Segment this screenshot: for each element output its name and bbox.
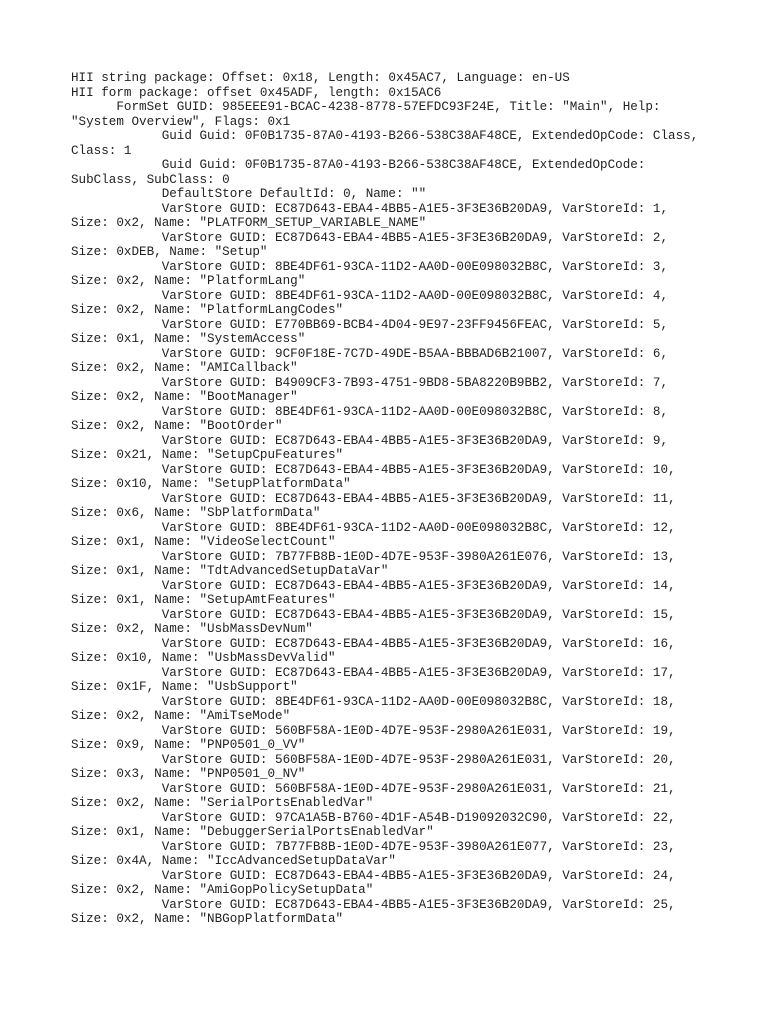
text-line: Size: 0x9, Name: "PNP0501_0_VV" <box>71 738 306 752</box>
text-line: VarStore GUID: EC87D643-EBA4-4BB5-A1E5-3F3E36B20DA9, VarStoreId: 9, <box>71 433 669 448</box>
text-line: Size: 0x2, Name: "AMICallback" <box>71 361 298 375</box>
text-line: VarStore GUID: 97CA1A5B-B760-4D1F-A54B-D19092032C90, VarStoreId: 22, <box>71 810 676 825</box>
text-line: Size: 0x1, Name: "VideoSelectCount" <box>71 535 336 549</box>
text-line: VarStore GUID: EC87D643-EBA4-4BB5-A1E5-3F3E36B20DA9, VarStoreId: 25, <box>71 897 676 912</box>
text-line: Size: 0x3, Name: "PNP0501_0_NV" <box>71 767 306 781</box>
text-line: SubClass, SubClass: 0 <box>71 172 230 187</box>
text-line: Size: 0x2, Name: "NBGopPlatformData" <box>71 912 344 926</box>
text-line: Size: 0x2, Name: "PlatformLangCodes" <box>71 303 344 317</box>
text-line: VarStore GUID: 8BE4DF61-93CA-11D2-AA0D-00E098032B8C, VarStoreId: 4, <box>71 288 669 303</box>
text-line: DefaultStore DefaultId: 0, Name: "" <box>71 187 427 201</box>
text-line: Size: 0x10, Name: "UsbMassDevValid" <box>71 651 336 665</box>
document-body <box>71 71 711 927</box>
text-line: Size: 0x2, Name: "BootOrder" <box>71 419 283 433</box>
text-line: Size: 0x6, Name: "SbPlatformData" <box>71 506 321 520</box>
text-line: VarStore GUID: EC87D643-EBA4-4BB5-A1E5-3F3E36B20DA9, VarStoreId: 17, <box>71 665 676 680</box>
text-line: "System Overview", Flags: 0x1 <box>71 114 291 129</box>
text-line: VarStore GUID: 560BF58A-1E0D-4D7E-953F-2980A261E031, VarStoreId: 19, <box>71 723 676 738</box>
text-line: Size: 0x10, Name: "SetupPlatformData" <box>71 477 351 491</box>
text-line: VarStore GUID: 560BF58A-1E0D-4D7E-953F-2980A261E031, VarStoreId: 20, <box>71 752 676 767</box>
text-line: Size: 0xDEB, Name: "Setup" <box>71 245 268 259</box>
text-line: HII form package: offset 0x45ADF, length: 0x15AC6 <box>71 85 442 100</box>
text-line: VarStore GUID: EC87D643-EBA4-4BB5-A1E5-3F3E36B20DA9, VarStoreId: 2, <box>71 230 669 245</box>
text-line: VarStore GUID: 8BE4DF61-93CA-11D2-AA0D-00E098032B8C, VarStoreId: 18, <box>71 694 676 709</box>
text-line: Size: 0x2, Name: "PlatformLang" <box>71 274 306 288</box>
text-line: VarStore GUID: 560BF58A-1E0D-4D7E-953F-2980A261E031, VarStoreId: 21, <box>71 781 676 796</box>
text-line: VarStore GUID: 8BE4DF61-93CA-11D2-AA0D-00E098032B8C, VarStoreId: 12, <box>71 520 676 535</box>
text-line: VarStore GUID: EC87D643-EBA4-4BB5-A1E5-3F3E36B20DA9, VarStoreId: 11, <box>71 491 676 506</box>
text-line: VarStore GUID: 8BE4DF61-93CA-11D2-AA0D-00E098032B8C, VarStoreId: 3, <box>71 259 669 274</box>
text-line: Size: 0x2, Name: "BootManager" <box>71 390 298 404</box>
text-line: HII string package: Offset: 0x18, Length: 0x45AC7, Language: en-US <box>71 71 570 85</box>
text-line: VarStore GUID: 7B77FB8B-1E0D-4D7E-953F-3980A261E076, VarStoreId: 13, <box>71 549 676 564</box>
text-line: VarStore GUID: EC87D643-EBA4-4BB5-A1E5-3F3E36B20DA9, VarStoreId: 16, <box>71 636 676 651</box>
text-line: Size: 0x2, Name: "AmiGopPolicySetupData" <box>71 883 374 897</box>
text-line: VarStore GUID: 8BE4DF61-93CA-11D2-AA0D-00E098032B8C, VarStoreId: 8, <box>71 404 669 419</box>
text-line: Size: 0x2, Name: "AmiTseMode" <box>71 709 291 723</box>
text-line: VarStore GUID: E770BB69-BCB4-4D04-9E97-23FF9456FEAC, VarStoreId: 5, <box>71 317 669 332</box>
text-line: VarStore GUID: EC87D643-EBA4-4BB5-A1E5-3F3E36B20DA9, VarStoreId: 24, <box>71 868 676 883</box>
text-line: Guid Guid: 0F0B1735-87A0-4193-B266-538C38AF48CE, ExtendedOpCode: <box>71 158 646 172</box>
text-line: Size: 0x2, Name: "SerialPortsEnabledVar" <box>71 796 374 810</box>
text-line: VarStore GUID: EC87D643-EBA4-4BB5-A1E5-3F3E36B20DA9, VarStoreId: 14, <box>71 578 676 593</box>
text-line: Size: 0x2, Name: "UsbMassDevNum" <box>71 622 313 636</box>
text-line: Size: 0x1, Name: "SetupAmtFeatures" <box>71 593 336 607</box>
text-line: VarStore GUID: EC87D643-EBA4-4BB5-A1E5-3F3E36B20DA9, VarStoreId: 15, <box>71 607 676 622</box>
text-line: FormSet GUID: 985EEE91-BCAC-4238-8778-57EFDC93F24E, Title: "Main", Help: <box>71 100 661 114</box>
text-line: Size: 0x4A, Name: "IccAdvancedSetupDataVar" <box>71 854 396 868</box>
text-line: VarStore GUID: EC87D643-EBA4-4BB5-A1E5-3F3E36B20DA9, VarStoreId: 1, <box>71 201 669 216</box>
text-line: Class: 1 <box>71 143 132 158</box>
text-line: Size: 0x1, Name: "DebuggerSerialPortsEnabledVar" <box>71 825 434 839</box>
text-line: VarStore GUID: B4909CF3-7B93-4751-9BD8-5BA8220B9BB2, VarStoreId: 7, <box>71 375 669 390</box>
text-line: Size: 0x1, Name: "SystemAccess" <box>71 332 306 346</box>
text-line: Size: 0x21, Name: "SetupCpuFeatures" <box>71 448 344 462</box>
text-line: Guid Guid: 0F0B1735-87A0-4193-B266-538C38AF48CE, ExtendedOpCode: Class, <box>71 129 699 143</box>
text-line: Size: 0x1, Name: "TdtAdvancedSetupDataVar" <box>71 564 389 578</box>
text-line: VarStore GUID: 7B77FB8B-1E0D-4D7E-953F-3980A261E077, VarStoreId: 23, <box>71 839 676 854</box>
text-line: VarStore GUID: 9CF0F18E-7C7D-49DE-B5AA-BBBAD6B21007, VarStoreId: 6, <box>71 346 669 361</box>
text-line: VarStore GUID: EC87D643-EBA4-4BB5-A1E5-3F3E36B20DA9, VarStoreId: 10, <box>71 462 676 477</box>
text-line: Size: 0x2, Name: "PLATFORM_SETUP_VARIABLE_NAME" <box>71 216 427 230</box>
text-line: Size: 0x1F, Name: "UsbSupport" <box>71 680 298 694</box>
